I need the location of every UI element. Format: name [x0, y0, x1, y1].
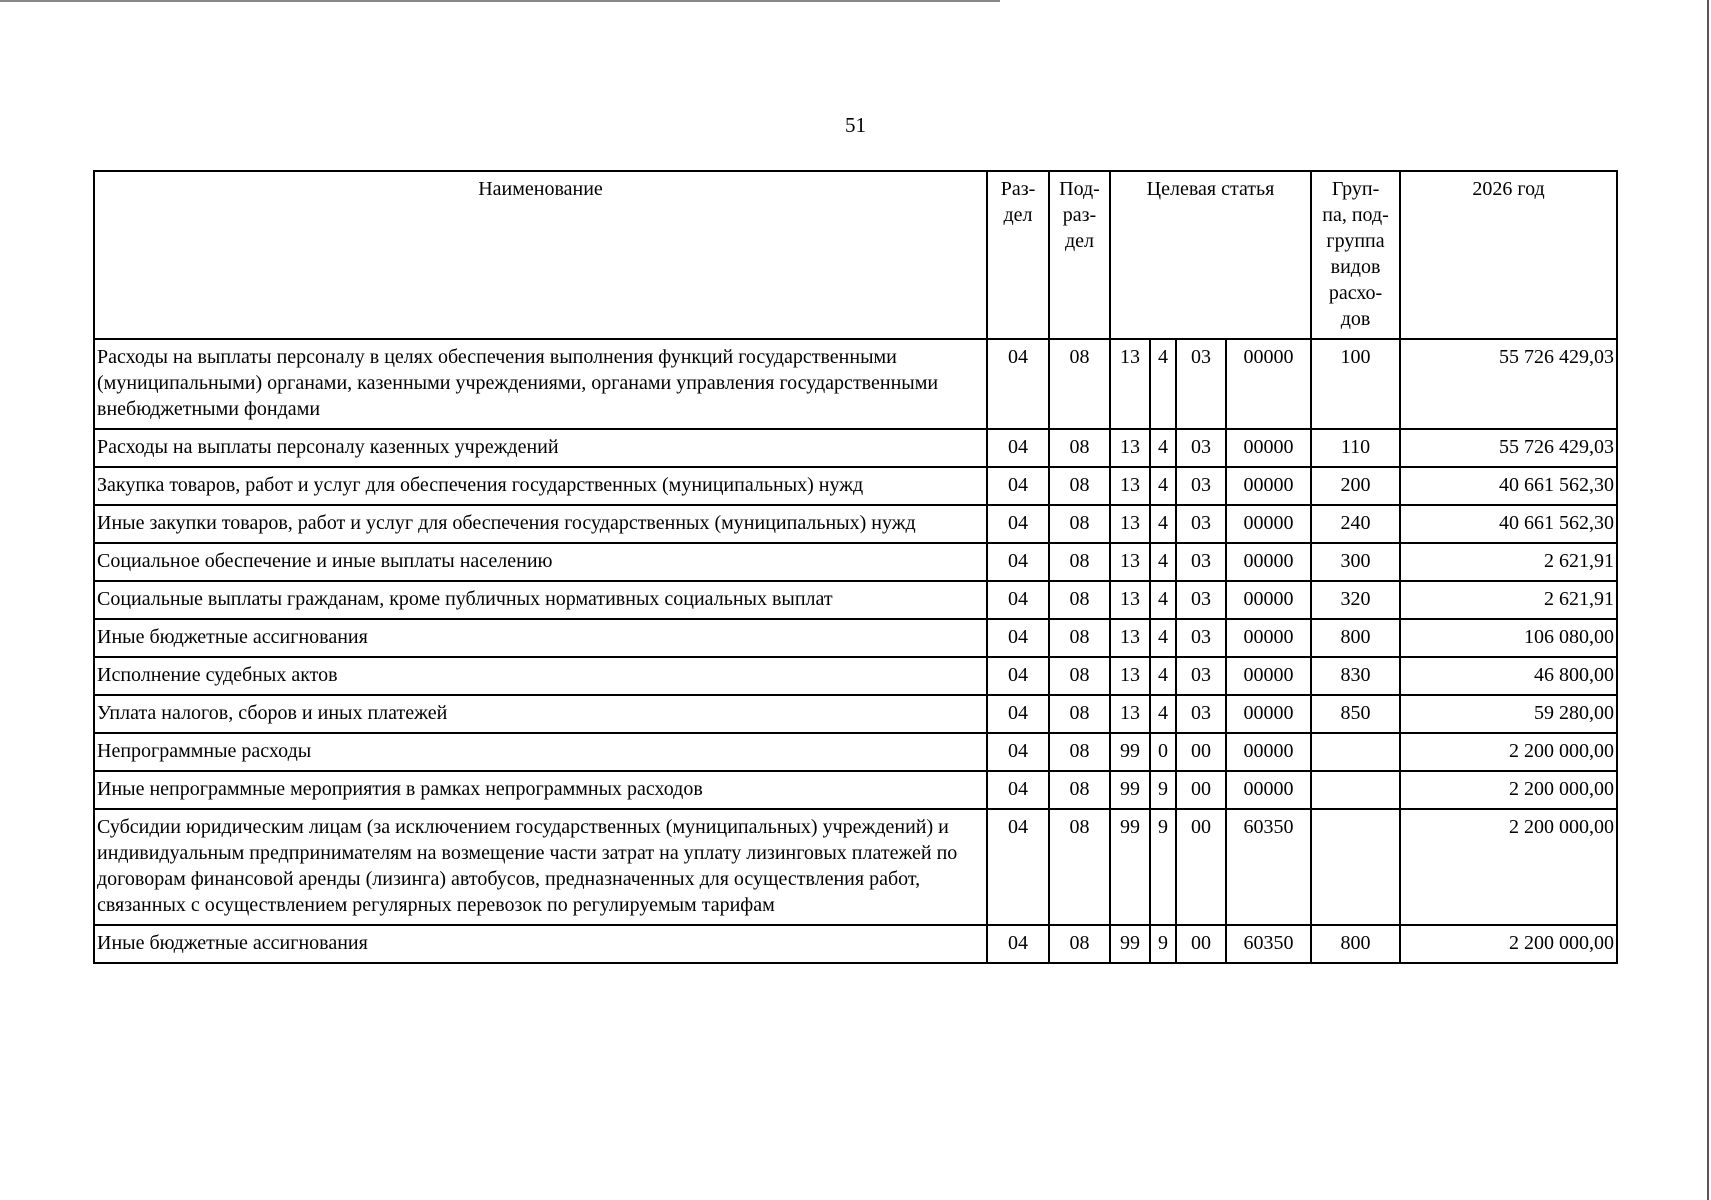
table-row: [94, 619, 1617, 657]
cell-amount: 55 726 429,03: [1400, 429, 1617, 467]
cell-expense-group: 300: [1311, 543, 1400, 581]
cell-target-type: 4: [1150, 619, 1176, 657]
cell-podrazdel: 08: [1049, 733, 1110, 771]
header-year: 2026 год: [1400, 171, 1617, 339]
cell-name: Расходы на выплаты персоналу казенных учреждений: [94, 429, 987, 467]
cell-podrazdel: 08: [1049, 467, 1110, 505]
cell-target-subprogram: 03: [1176, 619, 1226, 657]
cell-name: Социальные выплаты гражданам, кроме публичных нормативных социальных выплат: [94, 581, 987, 619]
table-row: [94, 809, 1617, 925]
cell-target-type: 0: [1150, 733, 1176, 771]
cell-target-subprogram: 00: [1176, 771, 1226, 809]
cell-target-type: 4: [1150, 467, 1176, 505]
cell-target-direction: 00000: [1226, 733, 1311, 771]
cell-target-type: 9: [1150, 925, 1176, 963]
cell-podrazdel: 08: [1049, 619, 1110, 657]
table-row: [94, 581, 1617, 619]
cell-name: Уплата налогов, сборов и иных платежей: [94, 695, 987, 733]
cell-expense-group: 850: [1311, 695, 1400, 733]
cell-target-type: 4: [1150, 657, 1176, 695]
cell-target-subprogram: 03: [1176, 543, 1226, 581]
cell-podrazdel: 08: [1049, 809, 1110, 925]
table-row: [94, 339, 1617, 429]
cell-razdel: 04: [987, 809, 1049, 925]
cell-name: Иные бюджетные ассигнования: [94, 925, 987, 963]
cell-amount: 40 661 562,30: [1400, 505, 1617, 543]
cell-expense-group: [1311, 733, 1400, 771]
table-row: [94, 771, 1617, 809]
cell-target-program: 99: [1110, 809, 1150, 925]
cell-target-subprogram: 00: [1176, 733, 1226, 771]
cell-target-type: 9: [1150, 771, 1176, 809]
table-row: [94, 925, 1617, 963]
cell-target-subprogram: 00: [1176, 925, 1226, 963]
table-row: [94, 429, 1617, 467]
cell-name: Социальное обеспечение и иные выплаты населению: [94, 543, 987, 581]
cell-razdel: 04: [987, 619, 1049, 657]
header-group: Груп- па, под- группа видов расхо- дов: [1311, 171, 1400, 339]
scan-edge-top: [0, 0, 1000, 2]
cell-razdel: 04: [987, 505, 1049, 543]
cell-target-subprogram: 03: [1176, 695, 1226, 733]
cell-target-program: 13: [1110, 581, 1150, 619]
cell-amount: 55 726 429,03: [1400, 339, 1617, 429]
cell-razdel: 04: [987, 581, 1049, 619]
cell-razdel: 04: [987, 429, 1049, 467]
cell-name: Субсидии юридическим лицам (за исключением государственных (муниципальных) учреждений) и индивидуальным предпринимателям на возмещение части затрат на уплату лизинговых платежей по договорам финансовой аренды (лизинга) автобусов, предназначенных для осуществления работ, связанных с осуществлением регулярных перевозок по регулируемым тарифам: [94, 809, 987, 925]
cell-podrazdel: 08: [1049, 339, 1110, 429]
cell-target-program: 99: [1110, 925, 1150, 963]
cell-podrazdel: 08: [1049, 505, 1110, 543]
cell-amount: 59 280,00: [1400, 695, 1617, 733]
cell-razdel: 04: [987, 695, 1049, 733]
page-number: 51: [845, 113, 866, 137]
cell-target-direction: 00000: [1226, 695, 1311, 733]
cell-target-direction: 00000: [1226, 429, 1311, 467]
cell-target-subprogram: 03: [1176, 657, 1226, 695]
cell-expense-group: 200: [1311, 467, 1400, 505]
cell-target-program: 99: [1110, 771, 1150, 809]
header-target: Целевая статья: [1110, 171, 1311, 339]
cell-amount: 2 621,91: [1400, 581, 1617, 619]
table-header-row: [94, 171, 1617, 339]
cell-target-direction: 00000: [1226, 505, 1311, 543]
cell-razdel: 04: [987, 467, 1049, 505]
cell-podrazdel: 08: [1049, 925, 1110, 963]
cell-razdel: 04: [987, 733, 1049, 771]
cell-podrazdel: 08: [1049, 429, 1110, 467]
cell-target-type: 4: [1150, 429, 1176, 467]
cell-podrazdel: 08: [1049, 657, 1110, 695]
header-name: Наименование: [94, 171, 987, 339]
cell-expense-group: 800: [1311, 925, 1400, 963]
cell-target-type: 4: [1150, 695, 1176, 733]
cell-target-direction: 00000: [1226, 771, 1311, 809]
cell-target-subprogram: 03: [1176, 339, 1226, 429]
cell-name: Иные непрограммные мероприятия в рамках непрограммных расходов: [94, 771, 987, 809]
cell-target-program: 13: [1110, 543, 1150, 581]
cell-amount: 2 200 000,00: [1400, 771, 1617, 809]
scan-edge-right: [1707, 0, 1709, 1200]
cell-target-direction: 60350: [1226, 925, 1311, 963]
cell-name: Закупка товаров, работ и услуг для обеспечения государственных (муниципальных) нужд: [94, 467, 987, 505]
cell-target-direction: 00000: [1226, 581, 1311, 619]
cell-name: Расходы на выплаты персоналу в целях обеспечения выполнения функций государственными (муниципальными) органами, казенными учреждениями, органами управления государственными внебюджетными фондами: [94, 339, 987, 429]
cell-razdel: 04: [987, 657, 1049, 695]
cell-amount: 2 200 000,00: [1400, 809, 1617, 925]
table-body: [94, 339, 1617, 963]
cell-target-subprogram: 03: [1176, 505, 1226, 543]
cell-amount: 46 800,00: [1400, 657, 1617, 695]
cell-target-subprogram: 03: [1176, 581, 1226, 619]
cell-name: Непрограммные расходы: [94, 733, 987, 771]
cell-amount: 2 200 000,00: [1400, 733, 1617, 771]
cell-target-type: 4: [1150, 543, 1176, 581]
cell-target-type: 4: [1150, 339, 1176, 429]
cell-target-program: 13: [1110, 505, 1150, 543]
cell-target-program: 13: [1110, 657, 1150, 695]
cell-name: Иные бюджетные ассигнования: [94, 619, 987, 657]
cell-amount: 40 661 562,30: [1400, 467, 1617, 505]
header-razdel: Раз- дел: [987, 171, 1049, 339]
cell-podrazdel: 08: [1049, 581, 1110, 619]
cell-name: Исполнение судебных актов: [94, 657, 987, 695]
cell-target-program: 13: [1110, 695, 1150, 733]
cell-name: Иные закупки товаров, работ и услуг для обеспечения государственных (муниципальных) нужд: [94, 505, 987, 543]
cell-razdel: 04: [987, 543, 1049, 581]
table-row: [94, 695, 1617, 733]
cell-podrazdel: 08: [1049, 695, 1110, 733]
cell-podrazdel: 08: [1049, 543, 1110, 581]
cell-target-program: 13: [1110, 619, 1150, 657]
cell-amount: 106 080,00: [1400, 619, 1617, 657]
cell-target-program: 13: [1110, 429, 1150, 467]
cell-target-direction: 00000: [1226, 619, 1311, 657]
header-podrazdel: Под- раз- дел: [1049, 171, 1110, 339]
cell-razdel: 04: [987, 925, 1049, 963]
cell-razdel: 04: [987, 339, 1049, 429]
cell-target-type: 4: [1150, 505, 1176, 543]
cell-target-program: 13: [1110, 339, 1150, 429]
cell-target-direction: 00000: [1226, 543, 1311, 581]
cell-target-subprogram: 00: [1176, 809, 1226, 925]
cell-expense-group: 320: [1311, 581, 1400, 619]
cell-expense-group: 100: [1311, 339, 1400, 429]
cell-target-direction: 00000: [1226, 467, 1311, 505]
cell-expense-group: [1311, 809, 1400, 925]
cell-target-direction: 00000: [1226, 657, 1311, 695]
cell-target-subprogram: 03: [1176, 467, 1226, 505]
cell-expense-group: 800: [1311, 619, 1400, 657]
table-row: [94, 505, 1617, 543]
cell-target-direction: 60350: [1226, 809, 1311, 925]
cell-target-subprogram: 03: [1176, 429, 1226, 467]
cell-target-program: 99: [1110, 733, 1150, 771]
cell-expense-group: [1311, 771, 1400, 809]
table-row: [94, 543, 1617, 581]
cell-amount: 2 200 000,00: [1400, 925, 1617, 963]
cell-podrazdel: 08: [1049, 771, 1110, 809]
cell-expense-group: 110: [1311, 429, 1400, 467]
table-row: [94, 467, 1617, 505]
cell-target-type: 4: [1150, 581, 1176, 619]
cell-expense-group: 240: [1311, 505, 1400, 543]
cell-target-direction: 00000: [1226, 339, 1311, 429]
cell-target-program: 13: [1110, 467, 1150, 505]
budget-table: [93, 170, 1618, 964]
table-row: [94, 657, 1617, 695]
cell-target-type: 9: [1150, 809, 1176, 925]
cell-razdel: 04: [987, 771, 1049, 809]
cell-expense-group: 830: [1311, 657, 1400, 695]
cell-amount: 2 621,91: [1400, 543, 1617, 581]
table-row: [94, 733, 1617, 771]
